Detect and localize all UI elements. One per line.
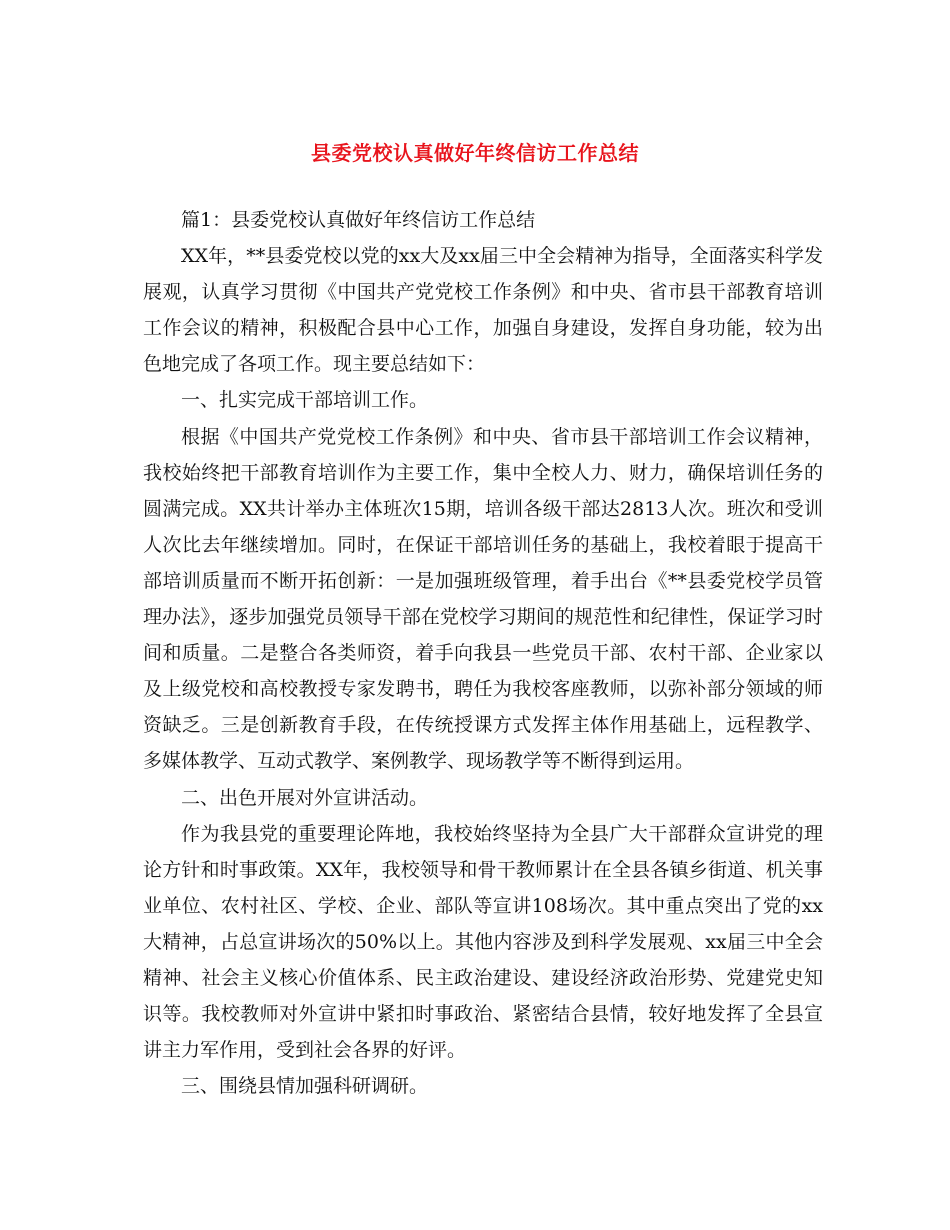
section-subtitle: 篇1：县委党校认真做好年终信访工作总结 <box>181 209 536 231</box>
document-body <box>143 202 823 1104</box>
section-2-paragraph: 作为我县党的重要理论阵地，我校始终坚持为全县广大干部群众宣讲党的理论方针和时事政策。XX年，我校领导和骨干教师累计在全县各镇乡街道、机关事业单位、农村社区、学校、企业、部队等宣讲108场次。其中重点突出了党的xx大精神，占总宣讲场次的50%以上。其他内容涉及到科学发展观、xx届三中全会精神、社会主义核心价值体系、民主政治建设、建设经济政治形势、党建党史知识等。我校教师对外宣讲中紧扣时事政治、紧密结合县情，较好地发挥了全县宣讲主力军作用，受到社会各界的好评。 <box>143 822 823 1062</box>
section-1-paragraph: 根据《中国共产党党校工作条例》和中央、省市县干部培训工作会议精神，我校始终把干部教育培训作为主要工作，集中全校人力、财力，确保培训任务的圆满完成。XX共计举办主体班次15期，培训各级干部达2813人次。班次和受训人次比去年继续增加。同时，在保证干部培训任务的基础上，我校着眼于提高干部培训质量而不断开拓创新：一是加强班级管理，着手出台《**县委党校学员管理办法》，逐步加强党员领导干部在党校学习期间的规范性和纪律性，保证学习时间和质量。二是整合各类师资，着手向我县一些党员干部、农村干部、企业家以及上级党校和高校教授专家发聘书，聘任为我校客座教师，以弥补部分领域的师资缺乏。三是创新教育手段，在传统授课方式发挥主体作用基础上，远程教学、多媒体教学、互动式教学、案例教学、现场教学等不断得到运用。 <box>143 425 823 773</box>
section-heading-3: 三、围绕县情加强科研调研。 <box>181 1075 429 1098</box>
section-heading-2: 二、出色开展对外宣讲活动。 <box>181 786 429 809</box>
intro-paragraph: XX年，**县委党校以党的xx大及xx届三中全会精神为指导，全面落实科学发展观，认真学习贯彻《中国共产党党校工作条例》和中央、省市县干部教育培训工作会议的精神，积极配合县中心工作，加强自身建设，发挥自身功能，较为出色地完成了各项工作。现主要总结如下： <box>143 245 823 376</box>
document-title: 县委党校认真做好年终信访工作总结 <box>311 141 639 165</box>
section-heading-1: 一、扎实完成干部培训工作。 <box>181 389 429 412</box>
